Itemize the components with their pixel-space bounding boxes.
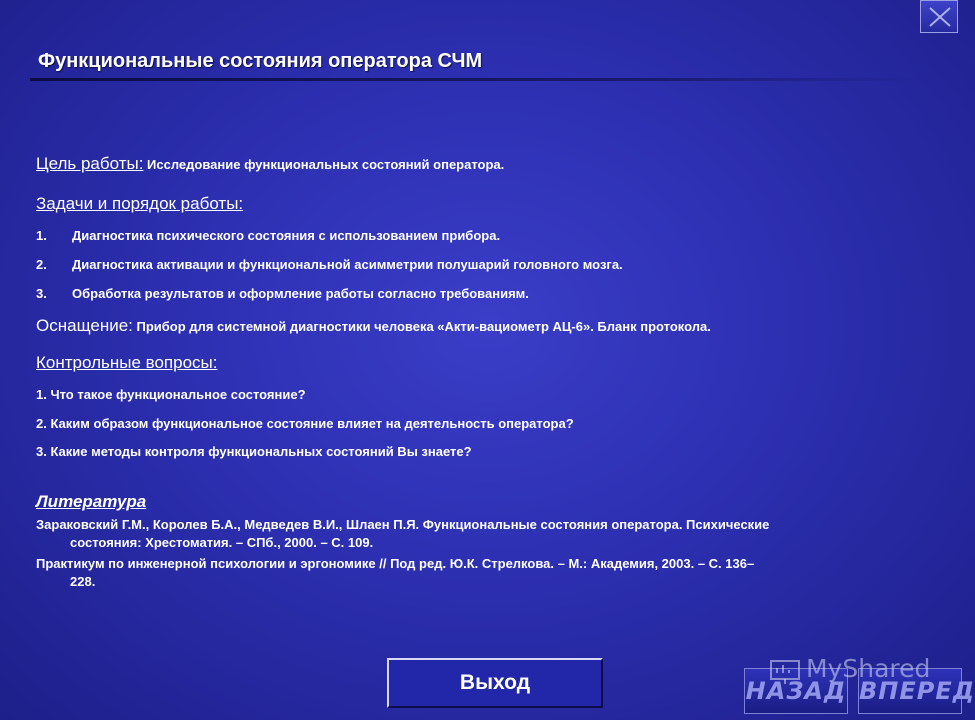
equipment-text: Прибор для системной диагностики человека «Акти-вациометр АЦ-6». Бланк протокола. [132,319,711,334]
literature-line: 228. [70,574,96,589]
literature-item [36,516,936,552]
goal-label: Цель работы: [36,154,144,173]
task-number: 2. [36,257,47,272]
close-x-icon [929,7,951,27]
title-divider [30,78,922,81]
task-item [36,286,529,301]
presentation-icon [768,655,802,685]
literature-label: Литература [36,492,147,511]
equipment-line [36,316,711,336]
task-text: Обработка результатов и оформление работы согласно требованиям. [72,286,529,301]
watermark [768,654,930,685]
task-item [36,257,623,272]
literature-line: Зараковский Г.М., Королев Б.А., Медведев В.И., Шлаен П.Я. Функциональные состояния оператора. Психические [36,517,770,532]
task-text: Диагностика активации и функциональной асимметрии полушарий головного мозга. [72,257,623,272]
goal-text: Исследование функциональных состояний оператора. [143,157,505,172]
question-item: 2. Каким образом функциональное состояние влияет на деятельность оператора? [36,416,574,431]
question-item: 3. Какие методы контроля функциональных состояний Вы знаете? [36,444,472,459]
watermark-text: MyShared [806,654,931,683]
equipment-label: Оснащение: [36,316,133,335]
task-text: Диагностика психического состояния с использованием прибора. [72,228,501,243]
literature-item [36,555,936,591]
tasks-label: Задачи и порядок работы: [36,194,244,213]
question-item: 1. Что такое функциональное состояние? [36,387,306,402]
slide-title: Функциональные состояния оператора СЧМ [38,50,483,72]
task-number: 1. [36,228,47,243]
literature-line: состояния: Хрестоматия. – СПб., 2000. – С. 109. [70,535,374,550]
task-item [36,228,500,243]
literature-line: Практикум по инженерной психологии и эргономике // Под ред. Ю.К. Стрелкова. – М.: Академия, 2003. – С. 136– [36,556,755,571]
questions-label: Контрольные вопросы: [36,353,218,372]
forward-button[interactable]: ВПЕРЕД [858,668,962,714]
close-button[interactable] [920,0,958,33]
task-number: 3. [36,286,47,301]
back-button[interactable]: НАЗАД [744,668,848,714]
goal-line [36,154,504,174]
exit-button[interactable]: Выход [387,658,603,708]
